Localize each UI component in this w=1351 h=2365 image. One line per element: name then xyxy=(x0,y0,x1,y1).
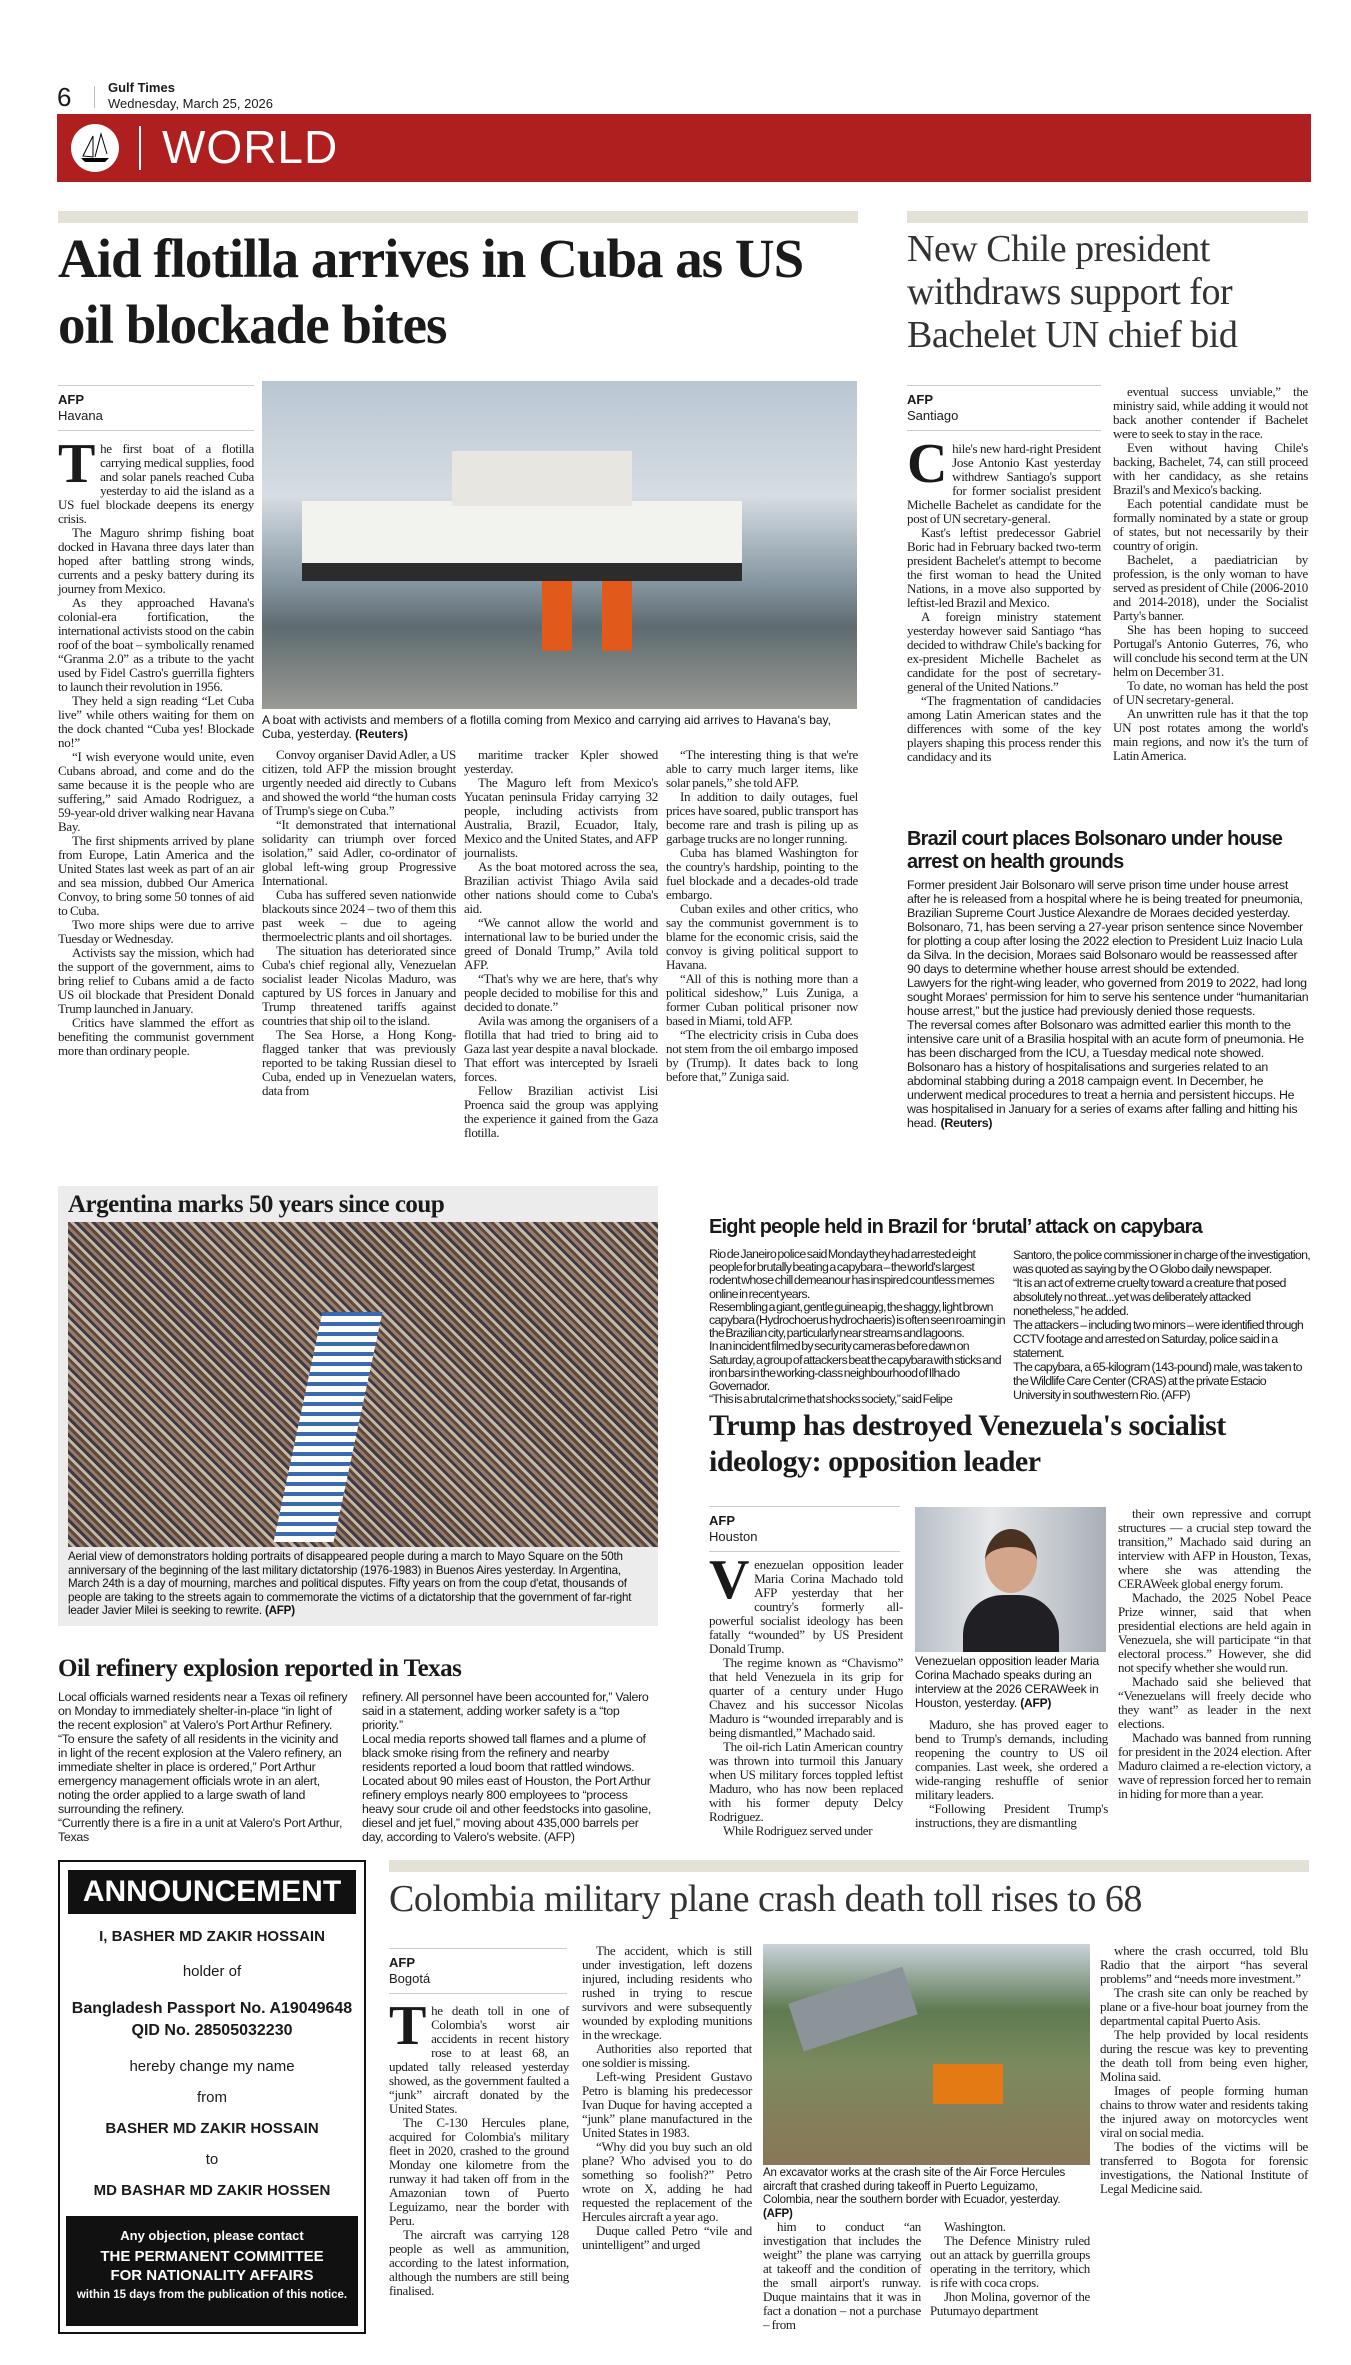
paragraph: Santoro, the police commissioner in charge of the investigation, was quoted as saying by the O Globo daily newspaper. xyxy=(1013,1248,1311,1276)
caption-credit: (Reuters) xyxy=(355,727,408,741)
paragraph: Cuban exiles and other critics, who say the communist government is to blame for the economic crisis, said the convoy is giving political support to Havana. xyxy=(666,901,858,972)
paragraph: “The fragmentation of candidacies among Latin American states and the differences with some of the key players shaping this process render this candidacy and its xyxy=(907,693,1101,764)
paragraph: Machado, the 2025 Nobel Peace Prize winner, said that when presidential elections are held again in Venezuela, she will participate “in that electoral process.” However, she did not specify whether she would run. xyxy=(1118,1590,1311,1675)
dateline: Havana xyxy=(58,408,103,423)
paragraph: The attackers – including two minors – were identified through CCTV footage and arrested on Saturday, police said in a statement. xyxy=(1013,1318,1304,1360)
dateline: Bogotá xyxy=(389,1971,431,1986)
paragraph: Maduro, she has proved eager to bend to Trump's demands, including reopening the country to US oil companies. Last week, she ordered a wide-ranging reshuffle of senior military leaders. xyxy=(915,1717,1108,1802)
announcement-new-name: MD BASHAR MD ZAKIR HOSSEN xyxy=(93,2182,331,2199)
section-banner xyxy=(57,114,1311,182)
paragraph: their own repressive and corrupt structures — a crucial step toward the transition,” Machado said during an interview with AFP in Houston, Texas, where she was attending the CERAWeek global energy forum. xyxy=(1118,1506,1311,1591)
announcement-passport: Bangladesh Passport No. A19049648 xyxy=(71,2000,353,2017)
announcement-line: to xyxy=(205,2151,219,2168)
paragraph: The bodies of the victims will be transferred to Bogota for forensic investigations, the National Institute of Legal Medicine said. xyxy=(1100,2139,1308,2196)
argentina-caption xyxy=(68,1550,653,1618)
paragraph: “The interesting thing is that we're able to carry much larger items, like solar panels,” she told AFP. xyxy=(666,747,858,790)
dateline: Houston xyxy=(709,1529,758,1544)
paragraph: “Why did you buy such an old plane? Who advised you to do something so foolish?” Petro wrote on X, adding he had requested the replacement of the Hercules aircraft a year ago. xyxy=(582,2139,752,2224)
paragraph: The accident, which is still under investigation, left dozens injured, including residents who rushed in trying to rescue survivors and were subsequently wounded by exploding munitions in the wreckage. xyxy=(582,1943,752,2042)
announcement-line: I, BASHER MD ZAKIR HOSSAIN xyxy=(99,1928,325,1945)
flotilla-boat-photo xyxy=(262,381,857,709)
paragraph: maritime tracker Kpler showed yesterday. xyxy=(464,747,658,776)
caption-text: An excavator works at the crash site of the Air Force Hercules aircraft that crashed during takeoff in Puerto Leguizamo, Colombia, near the southern border with Ecuador, yesterday. xyxy=(763,2167,1066,2207)
paragraph: Lawyers for the right-wing leader, who governed from 2019 to 2022, had long sought Moraes' permission for him to serve his sentence under “humanitarian house arrest,” but the justice had previously denied those requests. xyxy=(907,976,1309,1018)
paragraph: “The electricity crisis in Cuba does not stem from the oil embargo imposed by (Trump). It dates back to long before that,” Zuniga said. xyxy=(666,1027,858,1084)
machado-portrait-photo xyxy=(915,1507,1106,1652)
footer-committee: THE PERMANENT COMMITTEE FOR NATIONALITY AFFAIRS xyxy=(100,2248,324,2284)
paragraph: The Defence Ministry ruled out an attack by guerrilla groups operating in the territory, which is rife with coca crops. xyxy=(930,2233,1090,2290)
announcement-title: ANNOUNCEMENT xyxy=(68,1870,356,1914)
caption-text: Aerial view of demonstrators holding portraits of disappeared people during a march to Mayo Square on the 50th anniversary of the beginning of the last military dictatorship (1976-1983) in Buenos Aires yesterday. In Argentina, March 24th is a day of mourning, marches and political disputes. Fifty years on from the coup d'etat, thousands of people are taking to the streets again to commemorate the victims of a dictatorship that the government of far-right leader Javier Milei is seeking to rewrite. xyxy=(68,1550,632,1618)
aid-photo-caption xyxy=(262,713,857,741)
argentina-march-photo xyxy=(68,1222,658,1547)
colombia-column-2 xyxy=(582,1944,752,2252)
paragraph: Images of people forming human chains to throw water and residents taking the injured away on motorcycles went viral on social media. xyxy=(1100,2083,1308,2140)
paragraph: Kast's leftist predecessor Gabriel Boric had in February backed two-term president Bachelet's attempt to become the first woman to head the United Nations, in a move also supported by leftist-led Brazil and Mexico. xyxy=(907,525,1101,610)
paragraph: Bolsonaro, 71, has been serving a 27-year prison sentence since November for plotting a coup after losing the 2022 election to President Luiz Inacio Lula da Silva. In the decision, Moraes said Bolsonaro would be reassessed after 90 days to determine whether house arrest should be extended. xyxy=(907,920,1303,976)
paragraph: The Maguro left from Mexico's Yucatan peninsula Friday carrying 32 people, including activists from Australia, Brazil, Ecuador, Italy, Mexico and the United States, and AFP journalists. xyxy=(464,775,658,860)
paragraph: Left-wing President Gustavo Petro is blaming his predecessor Ivan Duque for having accepted a “junk” plane manufactured in the United States in 1983. xyxy=(582,2069,752,2140)
paragraph: Washington. xyxy=(944,2219,1006,2234)
paragraph: “To ensure the safety of all residents in the vicinity and in light of the recent explosion at the Valero refinery, an immediate shelter in place is ordered,” Port Arthur emergency management officials wrote in an alert, noting the order applied to a large swath of land surrounding the refinery. xyxy=(58,1732,342,1816)
capybara-column-2 xyxy=(1013,1248,1311,1402)
page-number: 6 xyxy=(57,82,72,112)
paragraph: “It is an act of extreme cruelty toward a creature that posed absolutely no threat...yet was deliberately attacked nonetheless,” he added. xyxy=(1013,1276,1286,1318)
announcement-line: from xyxy=(197,2089,227,2106)
paragraph: The situation has deteriorated since Cuba's chief regional ally, Venezuelan socialist leader Nicolas Maduro, was captured by US forces in January and Trump threatened tariffs against countries that ship oil to the island. xyxy=(262,943,456,1028)
crash-caption xyxy=(763,2167,1090,2221)
announcement-old-name: BASHER MD ZAKIR HOSSAIN xyxy=(105,2120,319,2137)
aid-column-3 xyxy=(464,748,658,1140)
paragraph: The capybara, a 65-kilogram (143-pound) male, was taken to the Wildlife Care Center (CRAS) at the private Estacio University in southwestern Rio. (AFP) xyxy=(1013,1360,1302,1402)
paragraph: Located about 90 miles east of Houston, the Port Arthur refinery employs nearly 800 employees to “process heavy sour crude oil and other feedstocks into gasoline, diesel and jet fuel,” moving about 435,000 barrels per day, according to Valero's website. (AFP) xyxy=(362,1774,652,1844)
masthead-divider xyxy=(94,86,95,108)
announcement-line: holder of xyxy=(182,1963,242,1980)
paragraph: Machado was banned from running for president in the 2024 election. After Maduro claimed a re-election victory, a wave of repression forced her to remain in hiding for more than a year. xyxy=(1118,1730,1311,1801)
paragraph: In an incident filmed by security cameras before dawn on Saturday, a group of attackers beat the capybara with sticks and iron bars in the working-class neighbourhood of Ilha do Governador. xyxy=(709,1339,1001,1394)
bolsonaro-headline: Brazil court places Bolsonaro under house arrest on health grounds xyxy=(907,828,1283,873)
oil-headline: Oil refinery explosion reported in Texas xyxy=(58,1655,462,1682)
paragraph: “That's why we are here, that's why people decided to mobilise for this and decided to donate.” xyxy=(464,971,658,1014)
paragraph: The aircraft was carrying 128 people as well as ammunition, according to the latest information, although the numbers are still being finalised. xyxy=(389,2227,569,2298)
paragraph: “It demonstrated that international solidarity can triumph over forced isolation,” said Adler, co-ordinator of global left-wing group Progressive International. xyxy=(262,817,456,888)
dhow-logo-icon xyxy=(71,124,119,172)
banner-divider xyxy=(139,126,141,170)
paragraph: Two more ships were due to arrive Tuesday or Wednesday. xyxy=(58,917,254,946)
oil-column-1 xyxy=(58,1690,350,1844)
paragraph: A foreign ministry statement yesterday however said Santiago “has decided to withdraw Chile's backing for ex-president Michelle Bachelet as candidate for the post of secretary-general of the United Nations.” xyxy=(907,609,1101,694)
colombia-column-1 xyxy=(389,1995,569,2298)
agency: AFP xyxy=(58,392,84,407)
chile-column-2 xyxy=(1113,385,1308,763)
venezuela-headline: Trump has destroyed Venezuela's socialist ideology: opposition leader xyxy=(709,1409,1226,1478)
capybara-headline: Eight people held in Brazil for ‘brutal’ attack on capybara xyxy=(709,1216,1202,1238)
paragraph: Fellow Brazilian activist Lisi Proenca said the group was applying the experience it gained from the Gaza flotilla. xyxy=(464,1083,658,1140)
caption-credit: (AFP) xyxy=(264,1604,295,1618)
aid-column-4 xyxy=(666,748,858,1084)
paragraph: She has been hoping to succeed Portugal's Antonio Guterres, 76, who will conclude his second term at the UN helm on December 31. xyxy=(1113,622,1308,679)
paragraph: They held a sign reading “Let Cuba live” while others waiting for them on the dock chanted “Cuba yes! Blockade no!” xyxy=(58,693,254,750)
colombia-headline: Colombia military plane crash death toll rises to 68 xyxy=(389,1878,1142,1920)
paragraph: Cuba has blamed Washington for the country's hardship, pointing to the fuel blockade and a decades-old trade embargo. xyxy=(666,845,858,902)
venezuela-column-1 xyxy=(709,1549,903,1838)
paragraph: Venezuelan opposition leader Maria Corina Machado told AFP yesterday that her country's formerly all-powerful socialist ideology has been fatally “wounded” by US President Donald Trump. xyxy=(709,1549,903,1656)
caption-credit: (AFP) xyxy=(763,2207,793,2220)
paragraph: The oil-rich Latin American country was thrown into turmoil this January when US military forces toppled leftist Maduro, who has now been replaced with his former deputy Delcy Rodriguez. xyxy=(709,1739,903,1824)
headline-rule xyxy=(389,1860,1309,1872)
paragraph: Duque called Petro “vile and unintelligent” and urged xyxy=(582,2223,752,2252)
paragraph: Chile's new hard-right President Jose Antonio Kast yesterday withdrew Santiago's support for former socialist president Michelle Bachelet as candidate for the post of UN secretary-general. xyxy=(907,433,1101,526)
paragraph: Each potential candidate must be formally nominated by a state or group of states, but not necessarily by their country of origin. xyxy=(1113,496,1308,553)
paragraph: Even without having Chile's backing, Bachelet, 74, can still proceed with her candidacy, as she retains Brazil's and Mexico's backing. xyxy=(1113,440,1308,497)
paragraph: Rio de Janeiro police said Monday they had arrested eight people for brutally beating a capybara – the world's largest rodent whose chill demeanour has inspired countless memes online in recent years. xyxy=(709,1247,995,1301)
paragraph: “Currently there is a fire in a unit at Valero's Port Arthur, Texas xyxy=(58,1816,343,1844)
paragraph: refinery. All personnel have been accounted for,” Valero said in a statement, adding worker safety is a “top priority.” xyxy=(362,1690,649,1732)
aid-headline: Aid flotilla arrives in Cuba as US oil blockade bites xyxy=(58,228,804,355)
headline-rule xyxy=(58,211,858,223)
dateline: Santiago xyxy=(907,408,959,423)
paper-name: Gulf Times xyxy=(108,80,175,95)
announcement-qid: QID No. 28505032230 xyxy=(131,2022,293,2039)
colombia-byline xyxy=(389,1948,567,1994)
paragraph: The crash site can only be reached by plane or a five-hour boat journey from the departmental capital Puerto Asis. xyxy=(1100,1985,1308,2028)
paragraph: An unwritten rule has it that the top UN post rotates among the world's main regions, and now it's the turn of Latin America. xyxy=(1113,706,1308,763)
paragraph: “Following President Trump's instructions, they are dismantling xyxy=(915,1801,1108,1830)
paragraph: Local officials warned residents near a Texas oil refinery on Monday to immediately shelter-in-place “in light of the recent explosion” at Valero's Port Arthur Refinery. xyxy=(58,1690,348,1732)
venezuela-byline xyxy=(709,1506,900,1552)
paragraph: “We cannot allow the world and international law to be buried under the greed of Donald Trump,” Avila told AFP. xyxy=(464,915,658,972)
colombia-column-3 xyxy=(763,2220,921,2332)
announcement-footer xyxy=(66,2216,358,2326)
agency: AFP xyxy=(907,392,933,407)
venezuela-column-2 xyxy=(915,1718,1108,1830)
announcement-line: hereby change my name xyxy=(129,2058,295,2075)
capybara-column-1 xyxy=(709,1248,1005,1406)
paragraph: The Sea Horse, a Hong Kong-flagged tanker that was previously reported to be taking Russian diesel to Cuba, ended up in Venezuelan waters, data from xyxy=(262,1027,456,1098)
paragraph: The first boat of a flotilla carrying medical supplies, food and solar panels reached Cuba yesterday to aid the island as a US fuel blockade deepens its energy crisis. xyxy=(58,433,254,526)
footer-line: within 15 days from the publication of this notice. xyxy=(76,2289,348,2301)
chile-column-1 xyxy=(907,433,1101,764)
issue-date: Wednesday, March 25, 2026 xyxy=(108,96,274,111)
paragraph: The death toll in one of Colombia's worst air accidents in recent history rose to at least 68, an updated tally released yesterday showed, as the government faulted a “junk” aircraft donated by the United States. xyxy=(389,1995,569,2116)
bolsonaro-credit: (Reuters) xyxy=(940,1116,993,1130)
colombia-column-5 xyxy=(1100,1944,1308,2196)
paragraph: Cuba has suffered seven nationwide blackouts since 2024 – two of them this past week – due to ageing thermoelectric plants and oil shortages. xyxy=(262,887,456,944)
paragraph: As the boat motored across the sea, Brazilian activist Thiago Avila said other nations should come to Cuba's aid. xyxy=(464,859,658,916)
agency: AFP xyxy=(389,1955,415,1970)
announcement-box xyxy=(58,1860,366,2334)
paragraph: Convoy organiser David Adler, a US citizen, told AFP the mission brought urgently needed aid directly to Cubans and showed the world “the human costs of Trump's siege on Cuba.” xyxy=(262,747,456,818)
paragraph: where the crash occurred, told Blu Radio that the airport “has several problems” and “needs more investment.” xyxy=(1100,1943,1308,1986)
aid-byline xyxy=(58,385,254,431)
paragraph: The first shipments arrived by plane from Europe, Latin America and the United States last week as part of an air and sea mission, dubbed Our America Convoy, to bring some 50 tonnes of aid to Cuba. xyxy=(58,833,254,918)
paragraph: “All of this is nothing more than a political sideshow,” Luis Zuniga, a former Cuban political prisoner now based in Miami, told AFP. xyxy=(666,971,858,1028)
paragraph: “I wish everyone would unite, even Cubans abroad, and come and do the same because it is the people who are suffering,” said Amado Rodriguez, a 59-year-old driver walking near Havana Bay. xyxy=(58,749,254,834)
bolsonaro-body xyxy=(907,878,1311,1130)
caption-credit: (AFP) xyxy=(1020,1696,1052,1710)
venezuela-column-3 xyxy=(1118,1507,1311,1801)
paragraph: “This is a brutal crime that shocks society,” said Felipe xyxy=(709,1392,953,1407)
caption-text: A boat with activists and members of a flotilla coming from Mexico and carrying aid arrives to Havana's bay, Cuba, yesterday. xyxy=(262,713,831,741)
chile-byline xyxy=(907,385,1101,431)
paragraph: him to conduct “an investigation that includes the weight” the plane was carrying at takeoff and the condition of the small airport's runway. Duque maintains that it was in fact a donation – not a purchase – from xyxy=(763,2219,921,2332)
section-title: WORLD xyxy=(162,121,339,173)
paragraph: Bachelet, a paediatrician by profession, is the only woman to have served as president of Chile (2006-2010 and 2014-2018), under the Socialist Party's banner. xyxy=(1113,552,1308,623)
paragraph: To date, no woman has held the post of UN secretary-general. xyxy=(1113,678,1308,707)
aid-column-2 xyxy=(262,748,456,1098)
paragraph: Activists say the mission, which had the support of the government, aims to bring relief to Cubans amid a de facto US oil blockade that President Donald Trump launched in January. xyxy=(58,945,254,1016)
paragraph: Resembling a giant, gentle guinea pig, the shaggy, light brown capybara (Hydrochoerus hydrochaeris) is often seen roaming in the Brazilian city, particularly near streams and lagoons. xyxy=(709,1299,1005,1341)
paragraph: eventual success unviable,” the ministry said, while adding it would not back another contender if Bachelet were to seek to stay in the race. xyxy=(1113,384,1308,441)
paragraph: Machado said she believed that “Venezuelans will freely decide who they want” as leader in the next elections. xyxy=(1118,1674,1311,1731)
paragraph: Avila was among the organisers of a flotilla that had tried to bring aid to Gaza last year despite a naval blockade. That effort was intercepted by Israeli forces. xyxy=(464,1013,658,1084)
paragraph: Authorities also reported that one soldier is missing. xyxy=(582,2041,752,2070)
paragraph: The regime known as “Chavismo” that held Venezuela in its grip for quarter of a century under Hugo Chavez and his successor Nicolas Maduro is “wounded irreparably and is being dismantled,” Machado said. xyxy=(709,1655,903,1740)
paragraph: Jhon Molina, governor of the Putumayo department xyxy=(930,2289,1090,2318)
caption-text: Venezuelan opposition leader Maria Corina Machado speaks during an interview at the 2026 CERAWeek in Houston, yesterday. xyxy=(915,1654,1099,1710)
agency: AFP xyxy=(709,1513,735,1528)
argentina-headline: Argentina marks 50 years since coup xyxy=(68,1191,445,1218)
crash-site-photo xyxy=(763,1944,1090,2165)
paragraph: The reversal comes after Bolsonaro was admitted earlier this month to the intensive care unit of a Brasilia hospital with an acute form of pneumonia. He has been discharged from the ICU, a Tuesday medical note showed. xyxy=(907,1018,1304,1060)
paragraph: Critics have slammed the effort as benefiting the communist government more than ordinary people. xyxy=(58,1015,254,1058)
paragraph: In addition to daily outages, fuel prices have soared, public transport has become rare and trash is piling up as garbage trucks are no longer running. xyxy=(666,789,858,846)
paragraph: Local media reports showed tall flames and a plume of black smoke rising from the refinery and nearby residents reported a loud boom that rattled windows. xyxy=(362,1732,646,1774)
paragraph: The help provided by local residents during the rescue was key to preventing the death toll from being even higher, Molina said. xyxy=(1100,2027,1308,2084)
footer-line: Any objection, please contact xyxy=(120,2228,304,2243)
oil-column-2 xyxy=(362,1690,656,1844)
paragraph: Former president Jair Bolsonaro will serve prison time under house arrest after he is released from a hospital where he is being treated for pneumonia, Brazilian Supreme Court Justice Alexandre de Moraes decided yesterday. xyxy=(907,878,1303,920)
headline-rule xyxy=(907,211,1308,223)
paragraph: Bolsonaro has a history of hospitalisations and surgeries related to an abdominal stabbing during a 2018 campaign event. In December, he underwent medical procedures to treat a hernia and persistent hiccups. He was hospitalised in January for a series of exams after falling and hitting his head. (Reuters) xyxy=(907,1060,1298,1130)
chile-headline: New Chile president withdraws support for Bachelet UN chief bid xyxy=(907,228,1238,356)
paragraph: While Rodriguez served under xyxy=(723,1823,873,1838)
colombia-column-4 xyxy=(930,2220,1090,2318)
paragraph: The C-130 Hercules plane, acquired for Colombia's military fleet in 2020, crashed to the ground Monday one kilometre from the runway it had taken off from in the Amazonian town of Puerto Leguizamo, near the border with Peru. xyxy=(389,2115,569,2228)
paragraph: As they approached Havana's colonial-era fortification, the international activists stood on the cabin roof of the boat – symbolically renamed “Granma 2.0” as a tribute to the yacht used by Fidel Castro's guerrilla fighters to launch their revolution in 1956. xyxy=(58,595,254,694)
aid-column-1 xyxy=(58,433,254,1058)
venezuela-caption xyxy=(915,1654,1110,1710)
paragraph: The Maguro shrimp fishing boat docked in Havana three days later than hoped after battling strong winds, currents and a pesky battery during its journey from Mexico. xyxy=(58,525,254,596)
